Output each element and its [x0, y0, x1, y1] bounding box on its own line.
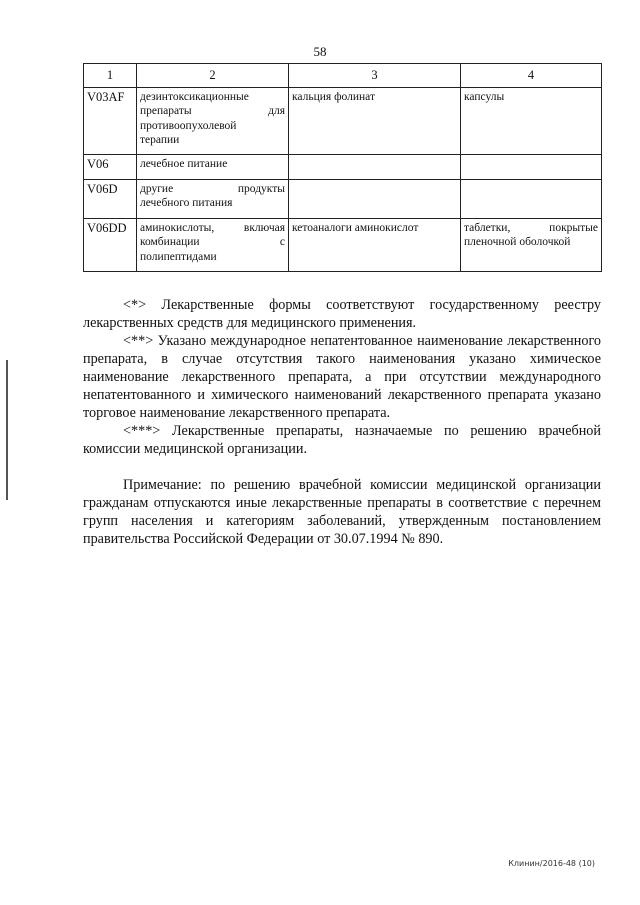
group-name [137, 219, 289, 272]
dosage-form: капсулы [461, 88, 602, 155]
document-stamp: Клинин/2016-48 (10) [508, 859, 595, 868]
substance-name: кальция фолинат [289, 88, 461, 155]
scan-edge-mark [6, 360, 8, 500]
remark-paragraph: Примечание: по решению врачебной комиссии медицинской организации гражданам отпускаются иные лекарственные препараты в соответствие с перечнем групп населения и категориям заболеваний, утвержденным постановлением правительства Российской Федерации от 30.07.1994 № 890. [83, 477, 601, 547]
group-word: для [268, 105, 285, 118]
dosage-form [461, 180, 602, 219]
substance-name [289, 155, 461, 180]
group-word: комбинации [140, 236, 200, 249]
group-line: полипептидами [140, 250, 217, 263]
group-word: препараты [140, 105, 192, 118]
atc-code: V06 [84, 155, 137, 180]
group-name [137, 88, 289, 155]
group-line: лечебного питания [140, 197, 233, 210]
group-word: включая [243, 222, 285, 234]
footnotes [83, 296, 601, 548]
substance-name [289, 180, 461, 219]
atc-code: V06DD [84, 219, 137, 272]
form-line: пленочной оболочкой [464, 236, 571, 249]
footnote-2: <**> Указано международное непатентованное наименование лекарственного препарата, в случае отсутствия такого наименования указано химическое наименование лекарственного препарата, а при отсутствии международного непатентованного и химического наименований лекарственного препарата указано торговое наименование лекарственного препарата. [83, 333, 601, 421]
group-word: с [279, 236, 285, 249]
column-header-2: 2 [137, 64, 289, 88]
table-header-row [84, 64, 602, 88]
group-word: продукты [237, 183, 285, 195]
table-row [84, 180, 602, 219]
group-line [140, 104, 285, 118]
form-line [464, 221, 598, 235]
table-row [84, 219, 602, 272]
substance-name: кетоаналоги аминокислот [289, 219, 461, 272]
footnote-3: <***> Лекарственные препараты, назначаемые по решению врачебной комиссии медицинской организации. [83, 423, 601, 457]
form-word: покрытые [549, 222, 598, 234]
group-word: аминокислоты, [140, 222, 215, 234]
dosage-form [461, 155, 602, 180]
table-row [84, 155, 602, 180]
column-header-3: 3 [289, 64, 461, 88]
group-line: терапии [140, 134, 180, 147]
form-word: таблетки, [464, 222, 511, 234]
drug-list-table [83, 63, 602, 272]
group-line [140, 182, 285, 196]
footnote-1: <*> Лекарственные формы соответствуют государственному реестру лекарственных средств для медицинского применения. [83, 297, 601, 331]
atc-code: V06D [84, 180, 137, 219]
group-line: дезинтоксикационные [140, 91, 249, 103]
group-line: противоопухолевой [140, 119, 237, 132]
page-number: 58 [313, 44, 327, 59]
group-line [140, 235, 285, 249]
dosage-form [461, 219, 602, 272]
table-row [84, 88, 602, 155]
group-line [140, 221, 285, 235]
column-header-1: 1 [84, 64, 137, 88]
column-header-4: 4 [461, 64, 602, 88]
atc-code: V03AF [84, 88, 137, 155]
group-name [137, 180, 289, 219]
group-word: другие [140, 183, 174, 195]
group-name: лечебное питание [137, 155, 289, 180]
